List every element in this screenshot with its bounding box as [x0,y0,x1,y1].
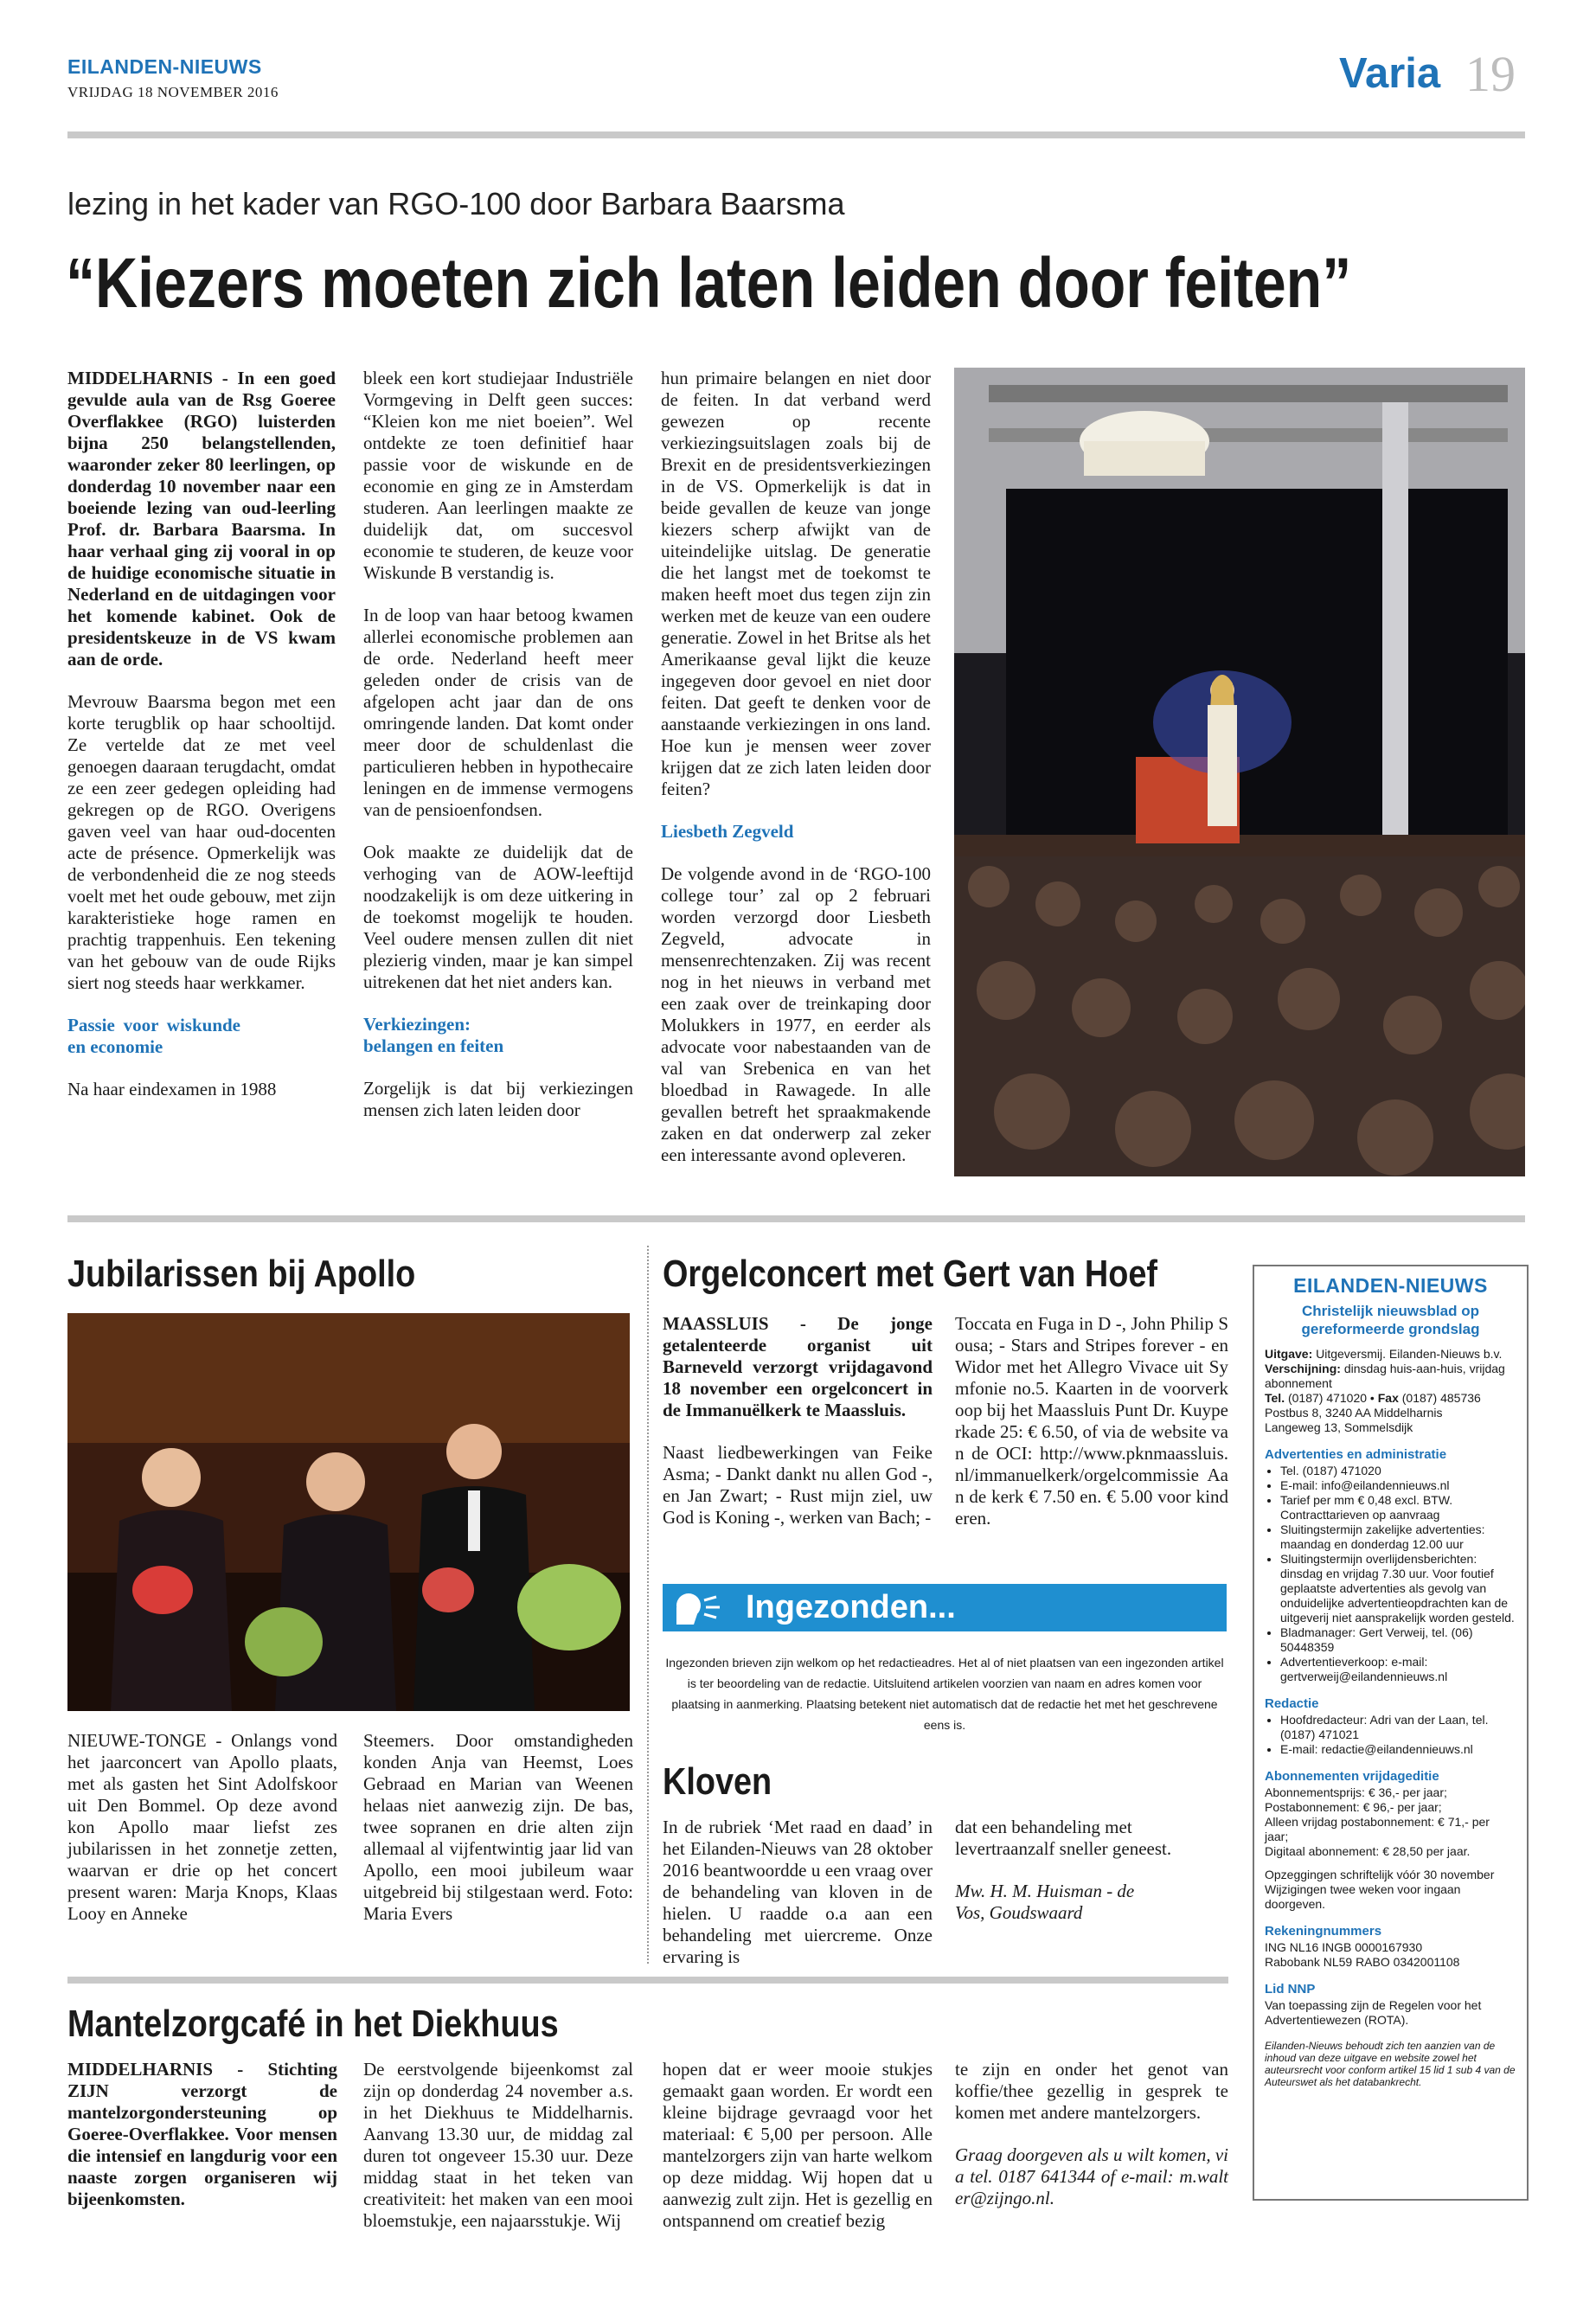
article-subhead: Liesbeth Zegveld [661,821,794,842]
colophon-verschijning: Verschijning: dinsdag huis-aan-huis, vrijdag abonnement [1265,1362,1505,1390]
apollo-photo [67,1313,630,1711]
list-item: • Tarief per mm € 0,48 excl. BTW. Contracttarieven op aanvraag [1280,1493,1516,1522]
list-item: • Tel. (0187) 471020 [1280,1464,1516,1478]
article-paragraph: Ook maakte ze duidelijk dat de verhoging van de AOW-leeftijd noodzakelijk is om deze uitkering in de toekomst mogelijk te houden. Veel oudere mensen zullen dit niet plezierig vinden, maar je kan simpel uitrekenen dat het niet anders kan. [363,842,633,992]
list-item: Rabobank NL59 RABO 0342001108 [1265,1955,1460,1969]
article-paragraph: bleek een kort studiejaar Industriële Vormgeving in Delft geen succes: “Kleien kon me niet boeien”. Wel ontdekte ze toen definitief haar passie voor de wiskunde en de economie en ging ze in Amsterdam studeren. Aan leerlingen maakte ze duidelijk dat, om succesvol economie te studeren, de keuze voor Wiskunde B verstandig is. [363,368,633,583]
list-item: Abonnementsprijs: € 36,- per jaar; [1265,1785,1447,1799]
colophon-adv-list [1265,1464,1516,1684]
section-rule [67,1977,1228,1984]
ingezonden-banner [663,1584,1227,1631]
article-paragraph: In de loop van haar betoog kwamen allerlei economische problemen aan de orde. Nederland heeft meer geleden onder de crisis van de afgelopen acht jaar dan de ons omringende landen. Dat komt onder meer door de schuldenlast die particulieren hebben in hypothecaire leningen en de immense vermogens van de pensioenfondsen. [363,605,633,820]
column-divider [647,1246,649,1964]
mantelzorg-paragraph: te zijn en onder het genot van koffie/thee gezellig in gesprek te komen met andere mantelzorgers. [955,2059,1228,2123]
article-paragraph: hun primaire belangen en niet door de feiten. In dat verband werd gewezen op recente verkiezingsuitslagen zoals bij de Brexit en de presidentsverkiezingen in de VS. Opmerkelijk is dat in beide gevallen de keuze van jonge kiezers scherp afwijkt van de uiteindelijke uitslag. De generatie die het langst met de toekomst te maken heeft moet dus tegen zijn zin werken met de keuze van een oudere generatie. Zowel in het Britse als het Amerikaanse geval lijkt die keuze ingegeven door gevoel en niet door feiten. Dat geeft te denken voor de aanstaande verkiezingen in ons land. Hoe kun je mensen weer zover krijgen dat ze zich laten leiden door feiten? [661,368,931,799]
article-column-3 [661,368,931,1187]
kloven-paragraph: In de rubriek ‘Met raad en daad’ in het Eilanden-Nieuws van 28 oktober 2016 beantwoordde u een vraag over de behandeling van kloven in de hielen. U raadde o.a aan een behandeling met uiercreme. Onze ervaring is [663,1817,933,1967]
apollo-headline: Jubilarissen bij Apollo [67,1253,416,1295]
orgel-column-1 [663,1313,933,1549]
colophon-nnp-title: Lid NNP [1265,1982,1316,1997]
mantelzorg-column-4 [955,2059,1228,2230]
colophon-opzegging: Opzeggingen schriftelijk vóór 30 november Wijzigingen twee weken voor ingaan doorgeven. [1265,1868,1495,1911]
article-subhead: Passie voor wiskunde en economie [67,1015,240,1057]
orgel-paragraph: Toccata en Fuga in D -, John Philip Sousa; - Stars and Stripes forever - en Widor met het Allegro Vivace uit Symfonie no.5. Kaarten in de voorverkoop bij het Maassluis Punt Dr. Kuyperkade 25: € 6.50, of via de website van de OCI: http://www.pknmaassluis.nl/immanuelkerk/orgelcommissie Aan de kerk € 7.50 en. € 5.00 voor kinderen. [955,1313,1228,1529]
colophon-disclaimer: Eilanden-Nieuws behoudt zich ten aanzien van de inhoud van deze uitgave en website zowel het auteursrecht voor conform artikel 15 lid 1 sub 4 van de Auteurswet als het databankrecht. [1265,2040,1516,2088]
section-rule [67,1215,1525,1222]
list-item: • Sluitingstermijn overlijdensberichten: dinsdag en vrijdag 7.30 uur. Voor foutief geplaatste advertenties als gevolg van onduidelijke advertentieopdrachten kan de uitgeverij niet aansprakelijk worden gesteld. [1280,1552,1516,1625]
orgel-lead: MAASSLUIS - De jonge getalenteerde organist uit Barneveld verzorgt vrijdagavond 18 november een orgelconcert in de Immanuëlkerk te Maassluis. [663,1313,933,1420]
masthead-logo: EILANDEN-NIEUWS [67,55,262,78]
mantelzorg-column-2 [363,2059,633,2253]
list-item: • Advertentieverkoop: e-mail: gertverweij@eilandennieuws.nl [1280,1655,1516,1684]
mantelzorg-headline: Mantelzorgcafé in het Diekhuus [67,2003,559,2045]
apollo-paragraph: Steemers. Door omstandigheden konden Anja van Heemst, Loes Gebraad en Marian van Weenen helaas niet aanwezig zijn. De bas, twee sopranen en drie alten zijn allemaal al vijfentwintig jaar lid van Apollo, een mooi jubileum waar uitgebreid bij stilgestaan werd. Foto: Maria Evers [363,1730,633,1924]
orgel-column-2 [955,1313,1228,1550]
kloven-signature: Mw. H. M. Huisman - de Vos, Goudswaard [955,1881,1135,1923]
list-item: • E-mail: info@eilandennieuws.nl [1280,1478,1516,1493]
list-item: • Hoofdredacteur: Adri van der Laan, tel. (0187) 471021 [1280,1713,1516,1742]
apollo-column-1 [67,1730,337,1945]
list-item: Alleen vrijdag postabonnement: € 71,- per jaar; [1265,1815,1490,1843]
list-item: • Sluitingstermijn zakelijke advertenties: maandag en donderdag 12.00 uur [1280,1522,1516,1552]
apollo-column-2 [363,1730,633,1945]
article-column-1 [67,368,336,1121]
page-number: 19 [1465,46,1516,102]
article-lead: MIDDELHARNIS - In een goed gevulde aula van de Rsg Goeree Overflakkee (RGO) luisterden bijna 250 belangstellenden, waaronder zeker 80 leerlingen, op donderdag 10 november naar een boeiende lezing van oud-leerling Prof. dr. Barbara Baarsma. In haar verhaal ging zij vooral in op de huidige economische situatie in Nederland en de uitdagingen voor het komende kabinet. Ook de presidentskeuze in de VS kwam aan de orde. [67,368,336,670]
article-kicker: lezing in het kader van RGO-100 door Barbara Baarsma [67,186,845,221]
colophon-abo-title: Abonnementen vrijdageditie [1265,1769,1439,1784]
mantelzorg-contact: Graag doorgeven als u wilt komen, via tel. 0187 641344 of e-mail: m.walter@zijngo.nl. [955,2144,1228,2208]
list-item: Digitaal abonnement: € 28,50 per jaar. [1265,1844,1471,1858]
kloven-column-2 [955,1817,1228,1945]
colophon-redactie-title: Redactie [1265,1696,1319,1711]
colophon-adres: Langeweg 13, Sommelsdijk [1265,1420,1413,1434]
issue-date: VRIJDAG 18 NOVEMBER 2016 [67,84,279,100]
list-item: • Bladmanager: Gert Verweij, tel. (06) 50448359 [1280,1625,1516,1655]
colophon-postbus: Postbus 8, 3240 AA Middelharnis [1265,1406,1443,1420]
ingezonden-title: Ingezonden... [746,1589,956,1625]
colophon-redactie-list [1265,1713,1516,1757]
kloven-paragraph: dat een behandeling met levertraanzalf sneller geneest. [955,1817,1172,1859]
speaker-icon [671,1590,723,1626]
article-column-2 [363,368,633,1142]
list-item: ING NL16 INGB 0000167930 [1265,1940,1423,1954]
mantelzorg-lead: MIDDELHARNIS - Stichting ZIJN verzorgt de mantelzorgondersteuning op Goeree-Overflakkee. Voor mensen die intensief en langdurig voor een naaste zorgen organiseren wij bijeenkomsten. [67,2059,337,2209]
colophon-tagline: Christelijk nieuwsblad op gereformeerde grondslag [1301,1303,1480,1337]
colophon-rek-title: Rekeningnummers [1265,1924,1382,1939]
list-item: • E-mail: redactie@eilandennieuws.nl [1280,1742,1516,1757]
colophon-tel-fax: Tel. (0187) 471020 • Fax (0187) 485736 [1265,1391,1481,1405]
article-paragraph: Mevrouw Baarsma begon met een korte terugblik op haar schooltijd. Ze vertelde dat ze met veel genoegen daaraan terugdacht, omdat ze een zeer gedegen opleiding had gekregen op de RGO. Overigens gaven veel van haar oud-docenten acte de présence. Opmerkelijk was de verbondenheid die ze nog steeds voelt met het oude gebouw, met zijn karakteristieke hoge ramen en prachtig trappenhuis. Een tekening van het gebouw van de oude Rijks siert nog steeds haar werkkamer. [67,691,336,993]
orgel-paragraph: Naast liedbewerkingen van Feike Asma; - Dankt dankt nu allen God -, en Jan Zwart; - Rust mijn ziel, uw God is Koning -, werken van Bach; - [663,1442,933,1528]
colophon-uitgave: Uitgave: Uitgeversmij. Eilanden-Nieuws b.v. [1265,1347,1503,1361]
ingezonden-note: Ingezonden brieven zijn welkom op het redactieadres. Het al of niet plaatsen van een ingezonden artikel is ter beoordeling van de redactie. Uitsluitend artikelen voorzien van naam en adres komen voor plaatsing in aanmerking. Plaatsing betekent niet automatisch dat de redactie het met het geschrevene eens is. [665,1656,1224,1732]
colophon-logo: EILANDEN-NIEUWS [1293,1274,1488,1297]
article-subhead: Verkiezingen: belangen en feiten [363,1014,504,1056]
kloven-column-1 [663,1817,933,1989]
mantelzorg-column-3 [663,2059,933,2253]
mantelzorg-column-1 [67,2059,337,2231]
colophon-nnp: Van toepassing zijn de Regelen voor het Advertentiewezen (ROTA). [1265,1998,1482,2027]
mantelzorg-paragraph: De eerstvolgende bijeenkomst zal zijn op donderdag 24 november a.s. in het Diekhuus te Middelharnis. Aanvang 13.30 uur, de middag zal duren tot ongeveer 15.30 uur. Deze middag staat in het teken van creativiteit: het maken van een mooi bloemstukje, een najaarsstukje. Wij [363,2059,633,2231]
article-paragraph: Zorgelijk is dat bij verkiezingen mensen zich laten leiden door [363,1078,633,1120]
article-headline: “Kiezers moeten zich laten leiden door feiten” [66,244,1352,323]
article-paragraph: De volgende avond in de ‘RGO-100 college tour’ zal op 2 februari worden verzorgd door Liesbeth Zegveld, advocate in mensenrechtenzaken. Zij was recent nog in het nieuws in verband met een zaak over de treinkaping door Molukkers in 1977, en eerder als advocate voor nabestaanden van de val van Srebenica en van het bloedbad in Rawagede. In alle gevallen betreft het spraakmakende zaken en dat onderwerp zal zeker een interessante avond opleveren. [661,863,931,1165]
header-rule [67,131,1525,138]
colophon-adv-title: Advertenties en administratie [1265,1447,1447,1462]
apollo-paragraph: NIEUWE-TONGE - Onlangs vond het jaarconcert van Apollo plaats, met als gasten het Sint Adolfskoor uit Den Bommel. Op deze avond kon Apollo maar liefst zes jubilarissen in het zonnetje zetten, waarvan er drie op het concert present waren: Marja Knops, Klaas Looy en Anneke [67,1730,337,1924]
list-item: Postabonnement: € 96,- per jaar; [1265,1800,1442,1814]
orgel-headline: Orgelconcert met Gert van Hoef [663,1253,1157,1295]
section-title: Varia [1339,50,1441,97]
mantelzorg-paragraph: hopen dat er weer mooie stukjes gemaakt gaan worden. Er wordt een kleine bijdrage gevraagd voor het materiaal: € 5,00 per persoon. Alle mantelzorgers zijn van harte welkom op deze middag. Wij hopen dat u aanwezig zult zijn. Het is gezellig en ontspannend om creatief bezig [663,2059,933,2231]
kloven-headline: Kloven [663,1760,772,1803]
lecture-photo [954,368,1525,1176]
colophon-box [1253,1265,1529,2201]
article-paragraph: Na haar eindexamen in 1988 [67,1079,277,1099]
